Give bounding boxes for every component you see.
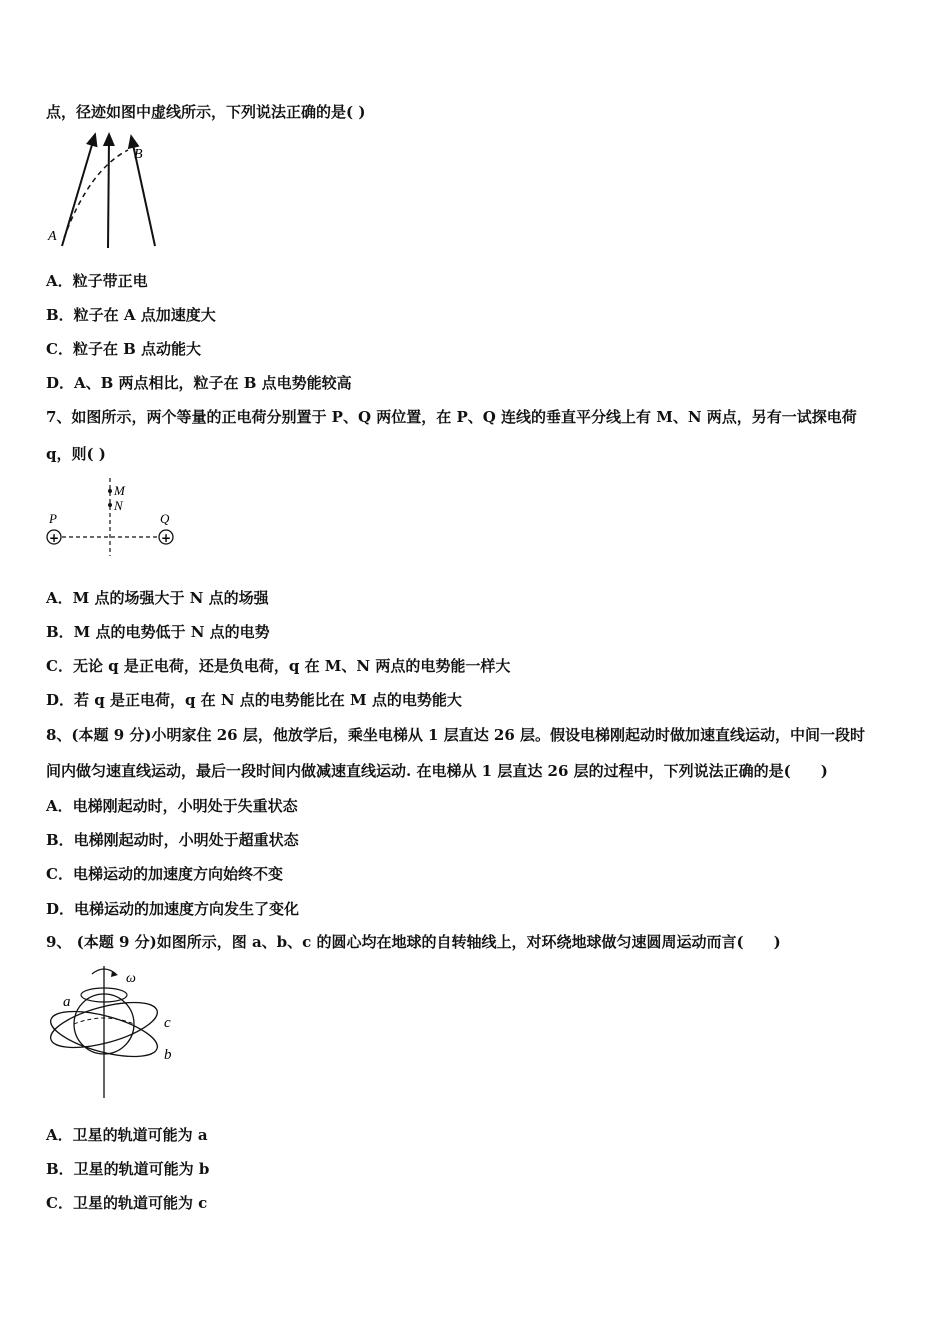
q9-orbits-figure bbox=[44, 962, 184, 1100]
q8-option-b: B．电梯刚起动时，小明处于超重状态 bbox=[46, 831, 299, 849]
q7-charges-figure bbox=[44, 476, 184, 556]
charge-p-sign: + bbox=[48, 531, 60, 545]
q9-option-a: A．卫星的轨道可能为 a bbox=[46, 1126, 208, 1144]
q8-stem-line1: 8、(本题 9 分)小明家住 26 层，他放学后，乘坐电梯从 1 层直达 26 层。假设电梯刚起动时做加速直线运动，中间一段时 bbox=[46, 726, 866, 744]
q6-option-b: B．粒子在 A 点加速度大 bbox=[46, 306, 216, 324]
q8-option-c: C．电梯运动的加速度方向始终不变 bbox=[46, 865, 283, 883]
label-a: A bbox=[48, 229, 57, 244]
label-q: Q bbox=[160, 511, 170, 526]
label-b: b bbox=[164, 1047, 172, 1063]
q8-option-d: D．电梯运动的加速度方向发生了变化 bbox=[46, 900, 300, 918]
q6-option-c: C．粒子在 B 点动能大 bbox=[46, 340, 202, 358]
q7-option-a: A．M 点的场强大于 N 点的场强 bbox=[46, 589, 269, 607]
q6-option-a: A．粒子带正电 bbox=[46, 272, 148, 290]
field-line-middle bbox=[108, 138, 109, 248]
q7-option-b: B．M 点的电势低于 N 点的电势 bbox=[46, 623, 270, 641]
q8-option-a: A．电梯刚起动时，小明处于失重状态 bbox=[46, 797, 298, 815]
q7-option-c: C．无论 q 是正电荷，还是负电荷，q 在 M、N 两点的电势能一样大 bbox=[46, 657, 511, 675]
q9-option-b: B．卫星的轨道可能为 b bbox=[46, 1160, 210, 1178]
label-a: a bbox=[63, 994, 71, 1010]
label-c: c bbox=[164, 1015, 171, 1031]
q9-stem: 9、 (本题 9 分)如图所示，图 a、b、c 的圆心均在地球的自转轴线上，对环绕地球做匀速圆周运动而言( ) bbox=[46, 933, 781, 951]
label-b: B bbox=[134, 147, 143, 162]
q6-option-d: D．A、B 两点相比，粒子在 B 点电势能较高 bbox=[46, 374, 352, 392]
label-m: M bbox=[114, 483, 125, 498]
q6-stem-tail: 点，径迹如图中虚线所示，下列说法正确的是( ) bbox=[46, 103, 366, 121]
label-n: N bbox=[114, 498, 123, 513]
charge-q-sign: + bbox=[160, 531, 172, 545]
q9-option-c: C．卫星的轨道可能为 c bbox=[46, 1194, 208, 1212]
q8-stem-line2: 间内做匀速直线运动，最后一段时间内做减速直线运动. 在电梯从 1 层直达 26 层的过程中，下列说法正确的是( ) bbox=[46, 762, 828, 780]
field-line-left bbox=[62, 138, 94, 246]
q7-option-d: D．若 q 是正电荷，q 在 N 点的电势能比在 M 点的电势能大 bbox=[46, 691, 462, 709]
label-p: P bbox=[49, 511, 57, 526]
q7-stem-line1: 7、如图所示，两个等量的正电荷分别置于 P、Q 两位置，在 P、Q 连线的垂直平分线上有 M、N 两点，另有一试探电荷 bbox=[46, 408, 857, 426]
point-m bbox=[108, 489, 112, 493]
q7-stem-line2: q，则( ) bbox=[46, 445, 106, 463]
particle-trajectory bbox=[64, 150, 128, 238]
q6-field-line-figure bbox=[44, 130, 174, 252]
point-n bbox=[108, 503, 112, 507]
label-omega: ω bbox=[126, 971, 136, 986]
